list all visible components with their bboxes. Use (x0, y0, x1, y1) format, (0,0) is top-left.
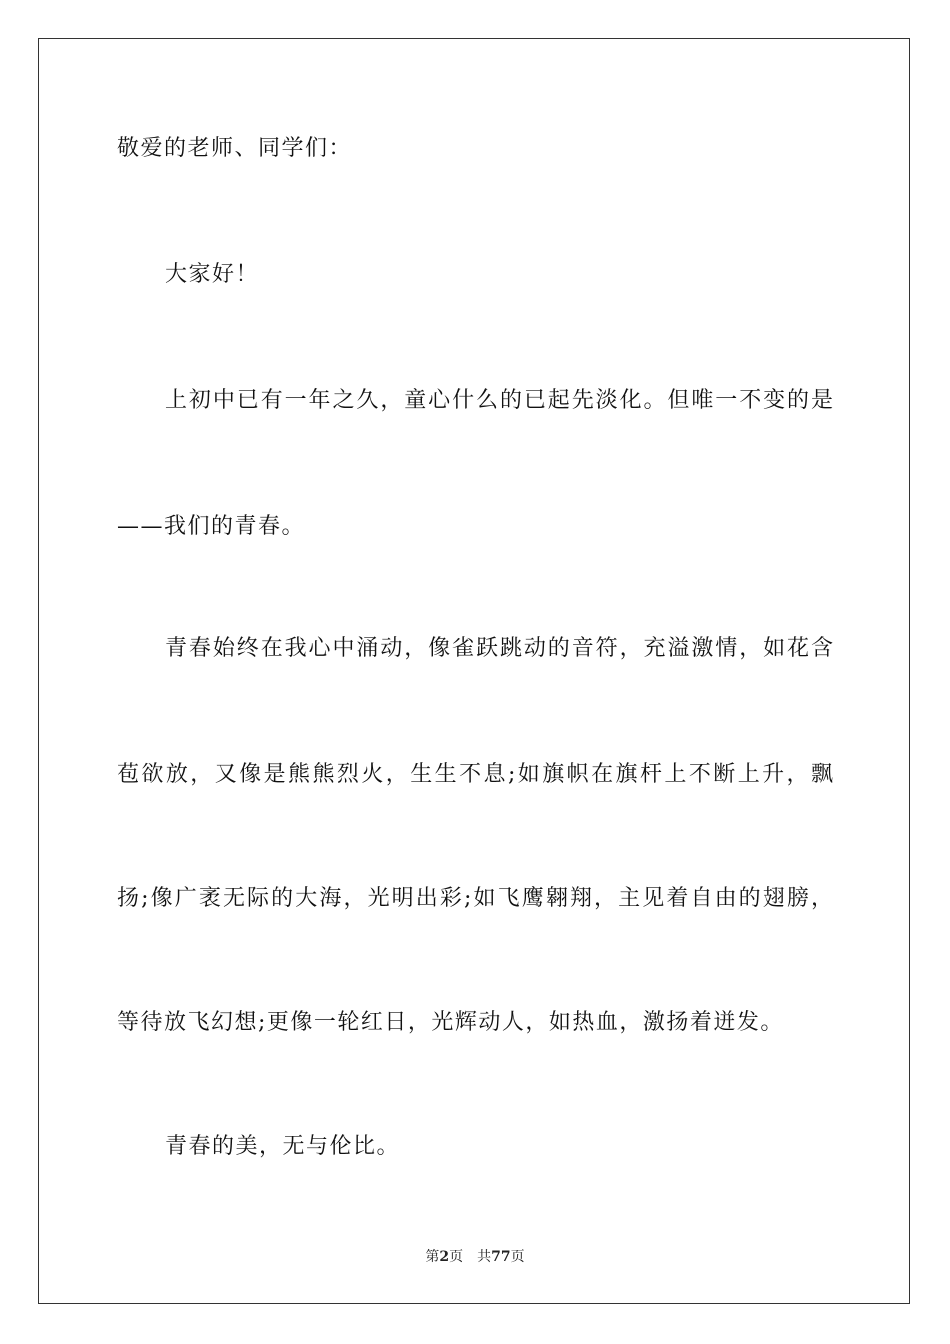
total-pages: 77 (491, 1249, 511, 1265)
total-suffix: 页 (510, 1249, 525, 1265)
body-line-3: 青春始终在我心中涌动，像雀跃跳动的音符，充溢激情，如花含 (165, 636, 833, 661)
body-line-4: 苞欲放，又像是熊熊烈火，生生不息;如旗帜在旗杆上不断上升，飘 (117, 762, 833, 787)
body-line-2: ——我们的青春。 (117, 514, 306, 539)
body-line-1: 上初中已有一年之久，童心什么的已起先淡化。但唯一不变的是 (165, 388, 833, 413)
salutation-line: 敬爱的老师、同学们： (117, 136, 353, 161)
closing-line: 青春的美，无与伦比。 (165, 1134, 401, 1159)
page-prefix: 第 (425, 1249, 440, 1265)
page-frame (38, 38, 910, 1304)
page-footer (0, 1248, 950, 1266)
greeting-line: 大家好！ (165, 262, 260, 287)
page-suffix: 页 (449, 1249, 464, 1265)
page-number: 2 (439, 1249, 450, 1265)
body-line-6: 等待放飞幻想;更像一轮红日，光辉动人，如热血，激扬着迸发。 (117, 1010, 784, 1035)
total-prefix: 共 (477, 1249, 492, 1265)
body-line-5: 扬;像广袤无际的大海，光明出彩;如飞鹰翱翔，主见着自由的翅膀， (117, 886, 833, 911)
